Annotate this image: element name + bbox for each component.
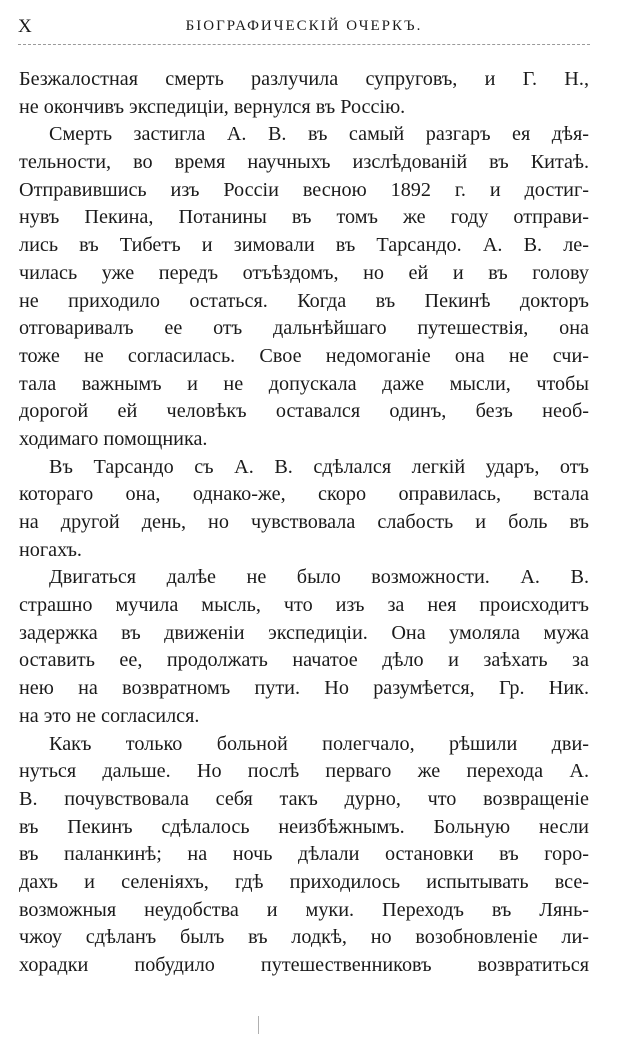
text-line: на это не согласился. [19,704,200,727]
running-title: БІОГРАФИЧЕСКІЙ ОЧЕРКЪ. [185,18,423,34]
text-line: тельности, во время научныхъ изслѣдованій въ Китаѣ. [19,151,589,174]
text-line: чилась уже передъ отъѣздомъ, но ей и въ голову [19,261,589,284]
text-line: котораго она, однако-же, скоро оправилась, встала [19,483,589,506]
text-line: въ паланкинѣ; на ночь дѣлали остановки въ горо- [19,843,589,866]
text-line: въ Пекинъ сдѣлалось неизбѣжнымъ. Больную несли [19,815,589,838]
page-header [18,14,590,38]
text-line: нувъ Пекина, Потанины въ томъ же году отправи- [19,206,589,229]
text-line: отговаривалъ ее отъ дальнѣйшаго путешествія, она [19,317,589,340]
scan-artifact-mark [258,1016,259,1034]
text-line: дорогой ей человѣкъ оставался одинъ, безъ необ- [19,400,589,423]
text-line: нею на возвратномъ пути. Но разумѣется, Гр. Ник. [19,677,589,700]
text-line: нуться дальше. Но послѣ перваго же перехода А. [19,760,589,783]
text-line: на другой день, но чувствовала слабость и боль въ [19,511,589,533]
text-line: хорадки побудило путешественниковъ возвратиться [19,954,589,976]
page-number: X [18,16,33,37]
text-line: дахъ и селеніяхъ, гдѣ приходилось испытывать все- [19,870,589,893]
text-line: В. почувствовала себя такъ дурно, что возвращеніе [19,787,589,810]
header-rule [18,44,590,45]
text-line: не окончивъ экспедиціи, вернулся въ Россію. [19,95,406,118]
text-line: Какъ только больной полегчало, рѣшили дви- [49,732,589,755]
text-line: Отправившись изъ Россіи весною 1892 г. и достиг- [19,178,589,201]
body-text [19,66,589,980]
text-line: тоже не согласилась. Свое недомоганіе она не счи- [19,344,589,367]
text-line: оставить ее, продолжать начатое дѣло и заѣхать за [19,649,589,672]
text-line: Въ Тарсандо съ А. В. сдѣлался легкій ударъ, отъ [49,455,589,478]
text-line: не приходило остаться. Когда въ Пекинѣ докторъ [19,289,589,312]
text-line: ногахъ. [19,538,82,561]
text-line: тала важнымъ и не допускала даже мысли, чтобы [19,372,589,395]
text-line: ходимаго помощника. [19,427,208,450]
text-line: Двигаться далѣе не было возможности. А. В. [49,566,589,589]
text-line: чжоу сдѣланъ былъ въ лодкѣ, но возобновленіе ли- [19,926,589,949]
text-line: возможныя неудобства и муки. Переходъ въ Лянь- [19,898,589,921]
text-line: страшно мучила мысль, что изъ за нея происходитъ [19,594,589,617]
text-line: задержка въ движеніи экспедиціи. Она умоляла мужа [19,621,589,644]
text-line: Смерть застигла А. В. въ самый разгаръ ея дѣя- [49,123,589,146]
text-line: Безжалостная смерть разлучила супруговъ, и Г. Н., [19,68,589,90]
text-line: лись въ Тибетъ и зимовали въ Тарсандо. А. В. ле- [19,234,589,257]
